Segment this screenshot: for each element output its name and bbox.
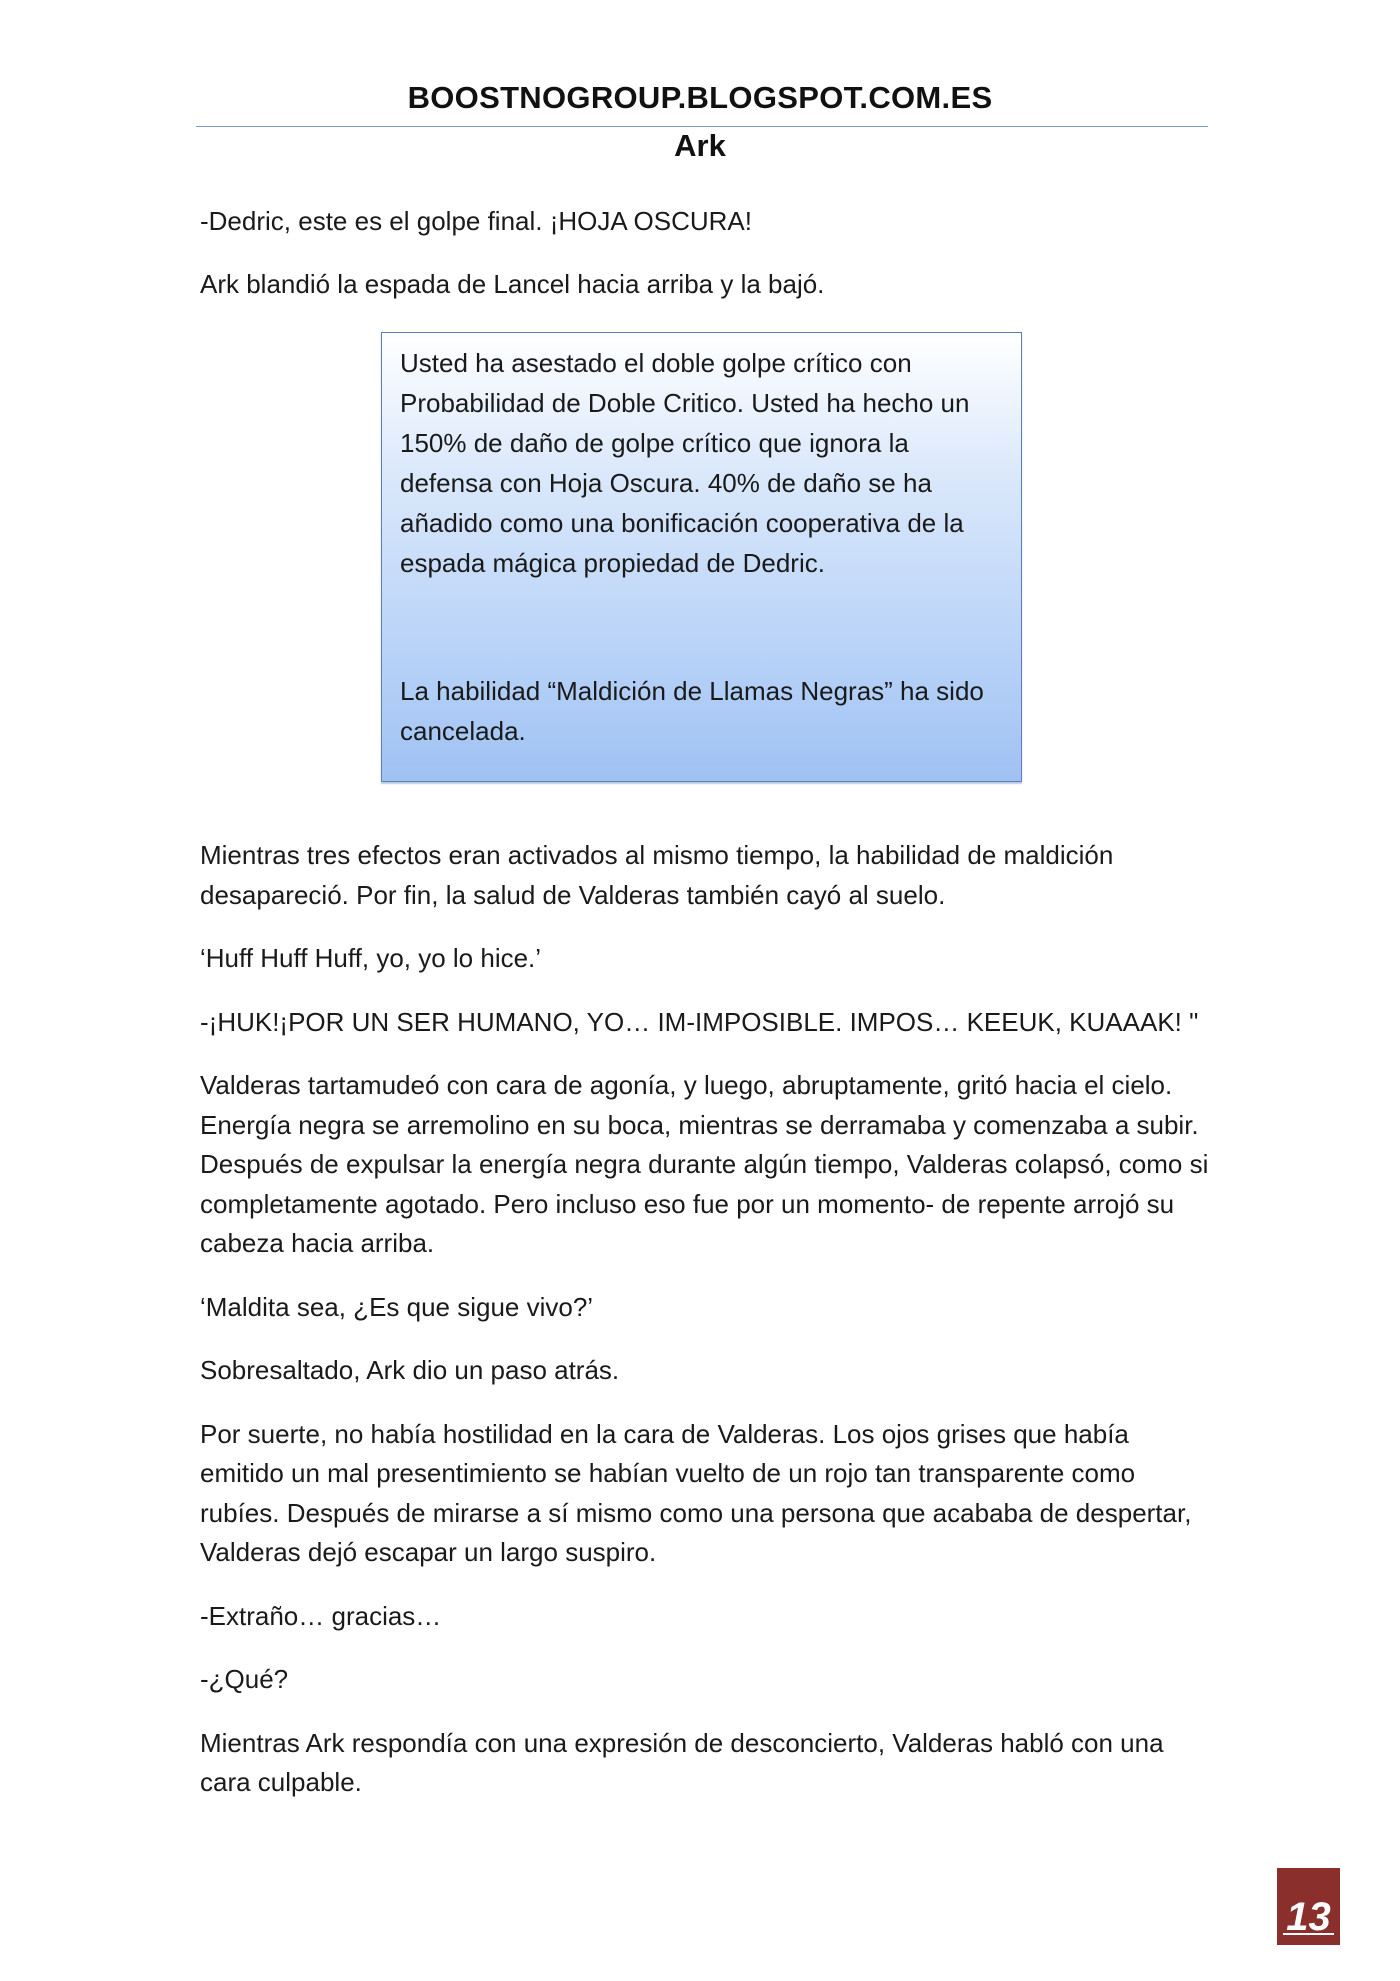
story-paragraph: -Extraño… gracias… [200, 1600, 442, 1631]
dialogue-line: -Dedric, este es el golpe final. ¡HOJA OSCURA! [200, 206, 752, 236]
page-number-underline [1283, 1933, 1334, 1935]
story-paragraph: Mientras Ark respondía con una expresión de desconcierto, Valderas habló con una cara culpable. [200, 1727, 1164, 1797]
story-paragraph: -¿Qué? [200, 1664, 289, 1694]
intro-paragraph-1 [200, 202, 1200, 242]
narration-line: Ark blandió la espada de Lancel hacia arriba y la bajó. [200, 269, 825, 299]
header-divider [196, 126, 1208, 127]
system-message-spacer [400, 583, 1003, 671]
story-paragraph: Mientras tres efectos eran activados al mismo tiempo, la habilidad de maldición desapareció. Por fin, la salud de Valderas también cayó al suelo. [200, 840, 1114, 910]
system-message-cancel: La habilidad “Maldición de Llamas Negras” ha sido cancelada. [400, 676, 984, 746]
system-message-critical: Usted ha asestado el doble golpe crítico con Probabilidad de Doble Critico. Usted ha hecho un 150% de daño de golpe crítico que ignora la defensa con Hoja Oscura. 40% de daño se ha añadido como una bonificación cooperativa de la espada mágica propiedad de Dedric. [400, 348, 970, 578]
story-paragraph: -¡HUK!¡POR UN SER HUMANO, YO… IM-IMPOSIBLE. IMPOS… KEEUK, KUAAAK! " [200, 1006, 1199, 1037]
page-number: 13 [1286, 1895, 1331, 1939]
page-number-badge [1277, 1868, 1340, 1945]
site-header: BOOSTNOGROUP.BLOGSPOT.COM.ES [407, 80, 993, 115]
story-paragraph: Valderas tartamudeó con cara de agonía, y luego, abruptamente, gritó hacia el cielo. Energía negra se arremolino en su boca, mientras se derramaba y comenzaba a subir. Después de expulsar la energía negra durante algún tiempo, Valderas colapsó, como si completamente agotado. Pero incluso eso fue por un momento- de repente arrojó su cabeza hacia arriba. [200, 1070, 1209, 1258]
story-paragraph: ‘Huff Huff Huff, yo, yo lo hice.’ [200, 943, 542, 973]
story-paragraph: ‘Maldita sea, ¿Es que sigue vivo?’ [200, 1291, 594, 1322]
story-paragraph: Sobresaltado, Ark dio un paso atrás. [200, 1355, 620, 1385]
chapter-title: Ark [674, 128, 726, 163]
intro-paragraph-2 [200, 265, 1200, 305]
story-body [200, 836, 1210, 1827]
story-paragraph: Por suerte, no había hostilidad en la cara de Valderas. Los ojos grises que había emitido un mal presentimiento se habían vuelto de un rojo tan transparente como rubíes. Después de mirarse a sí mismo como una persona que acababa de despertar, Valderas dejó escapar un largo suspiro. [200, 1418, 1192, 1567]
system-message-box [381, 332, 1022, 782]
